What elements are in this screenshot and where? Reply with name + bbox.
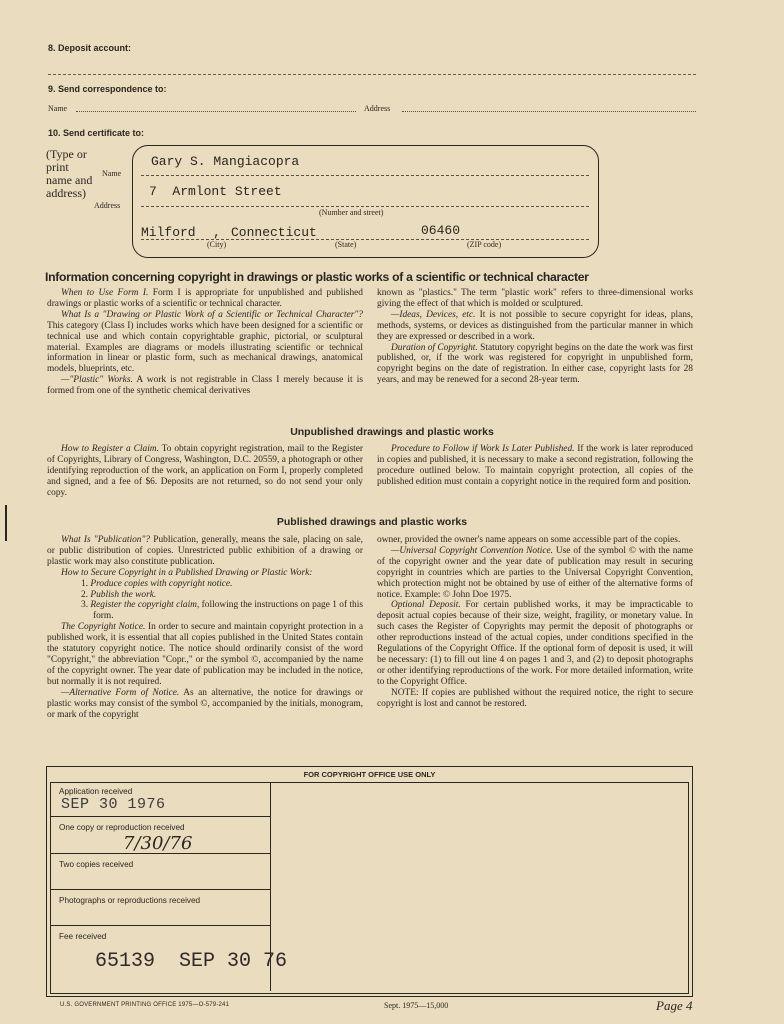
info-column-right — [377, 288, 693, 386]
divider — [48, 74, 696, 75]
application-received-label: Application received — [59, 787, 133, 796]
later-published-procedure: Procedure to Follow if Work Is Later Published. If the work is later reproduced in copies and published, it is necessary to make a second registration, following the procedure outlined below. To maintain copyright protection, all copies of the published edition must contain a copyright notice in the required form and position. — [377, 444, 693, 487]
info-heading: Information concerning copyright in drawings or plastic works of a scientific or technical character — [45, 270, 589, 284]
section-8-label: 8. Deposit account: — [48, 43, 132, 53]
print-date: Sept. 1975—15,000 — [384, 1001, 449, 1010]
fee-received-label: Fee received — [59, 932, 107, 941]
step-2: 2. Publish the work. — [81, 589, 157, 600]
optional-deposit: Optional Deposit. For certain published works, it may be impracticable to deposit actual copies because of their size, weight, fragility, or monetary value. In such cases the Register of Copyrights may permit the deposit of photographs or other reproductions instead of the actual copies, under conditions specified in the Regulations of the Copyright Office. If the optional form of deposit is used, it will be necessary: (1) to fill out line 4 on pages 1 and 3, and (2) to deposit photographs or other identifying reproductions of the work. For more detailed information, write to the Copyright Office. — [377, 600, 693, 687]
ucc-notice: —Universal Copyright Convention Notice. Use of the symbol © with the name of the copyright owner and the year date of publication may result in securing copyright in countries which are parties to the Universal Copyright Convention, which protection might not be obtained by use of either of the alternative forms of notice. Example: © John Doe 1975. — [377, 545, 693, 600]
section-10-label: 10. Send certificate to: — [48, 128, 145, 138]
cell-one-copy — [51, 817, 270, 854]
comma: , — [213, 225, 221, 240]
printing-office-line: U.S. GOVERNMENT PRINTING OFFICE 1975—O-579-241 — [60, 1002, 230, 1008]
unpublished-column-right — [377, 444, 693, 488]
type-or-print-note: (Type or print name and address) — [46, 147, 93, 200]
info-column-left — [47, 288, 363, 397]
cell-fee — [51, 926, 288, 991]
published-heading: Published drawings and plastic works — [276, 516, 468, 528]
two-copies-label: Two copies received — [59, 860, 134, 869]
cell-two-copies — [51, 854, 270, 890]
state-label: (State) — [335, 240, 357, 249]
certificate-name-value: Gary S. Mangiacopra — [151, 154, 300, 169]
office-use-box — [46, 766, 693, 997]
one-copy-handwritten-date: 7/30/76 — [123, 833, 193, 854]
certificate-state-value: Connecticut — [231, 225, 317, 240]
one-copy-label: One copy or reproduction received — [59, 823, 185, 832]
certificate-address-label: Address — [94, 201, 121, 210]
info-what-is: What Is a "Drawing or Plastic Work of a Scientific or Technical Character"? This category (Class I) includes works which have been designed for a scientific or technical use and which contain copyrightable graphic, pictorial, or sculptural material. Examples are diagrams or models illustrating scientific or technical information in linear or plastic form, such as mechanical drawings, anatomical models, blueprints, etc. — [47, 309, 363, 375]
unpublished-column-left — [47, 444, 363, 499]
name-line — [141, 175, 589, 176]
page-number: Page 4 — [656, 998, 693, 1013]
what-is-publication: What Is "Publication"? Publication, generally, means the sale, placing on sale, or public distribution of copies. Unrestricted public exhibition of a drawing or plastic work may also constitute publication. — [47, 535, 363, 567]
step-3: 3. Register the copyright claim, following the instructions on page 1 of this form. — [81, 600, 364, 622]
city-label: (City) — [207, 240, 227, 249]
info-when-to-use: When to Use Form I. Form I is appropriate for unpublished and published drawings or plastic works of a scientific or technical character. — [47, 288, 363, 309]
step-1: 1. Produce copies with copyright notice. — [81, 578, 233, 589]
certificate-address-box[interactable] — [132, 145, 599, 258]
correspondence-name-label: Name — [48, 104, 68, 113]
info-plastics-continued: known as "plastics." The term "plastic work" refers to three-dimensional works giving the effect of that which is molded or sculptured. — [377, 288, 693, 309]
how-to-register: How to Register a Claim. To obtain copyright registration, mail to the Register of Copyrights, Library of Congress, Washington, D.C. 20559, a photograph or other identifying reproduction of the work, an application on Form I, properly completed and signed, and a fee of $6. Deposits are not returned, so do not send your only copy. — [47, 444, 363, 498]
cell-application — [51, 783, 270, 817]
application-received-stamp: SEP 30 1976 — [61, 796, 166, 813]
cell-photographs — [51, 890, 270, 926]
certificate-street-value: 7 Armlont Street — [149, 184, 282, 199]
street-line — [141, 206, 589, 207]
correspondence-address-field[interactable] — [402, 111, 696, 112]
certificate-zip-value: 06460 — [421, 223, 461, 238]
number-street-label: (Number and street) — [319, 208, 384, 217]
correspondence-name-field[interactable] — [76, 111, 356, 112]
zip-label: (ZIP code) — [467, 240, 502, 249]
how-to-secure: How to Secure Copyright in a Published Drawing or Plastic Work: — [61, 567, 313, 578]
owner-continued: owner, provided the owner's name appears on some accessible part of the copies. — [377, 535, 681, 545]
fee-received-stamp: 65139 SEP 30 76 — [95, 950, 288, 973]
section-9-label: 9. Send correspondence to: — [48, 84, 167, 94]
binding-mark — [5, 505, 7, 541]
certificate-name-label: Name — [102, 169, 122, 178]
info-duration: Duration of Copyright. Statutory copyright begins on the date the work was first published, or, if the work was registered for copyright in unpublished form, copyright begins on the date of registration. In either case, copyright lasts for 28 years, and may be renewed for a second 28-year term. — [377, 342, 693, 386]
copyright-notice: The Copyright Notice. In order to secure and maintain copyright protection in a published work, it is essential that all copies published in the United States contain the statutory copyright notice. The notice should ordinarily consist of the word "Copyright," the abbreviation "Copr.," or the symbol ©, accompanied by the name of the copyright owner. The year date of publication may be included in the notice, but normally it is not required. — [47, 622, 363, 687]
note: NOTE: If copies are published without the required notice, the right to secure copyright is lost and cannot be restored. — [377, 687, 693, 709]
published-column-right — [377, 535, 693, 710]
alternative-notice: —Alternative Form of Notice. As an alternative, the notice for drawings or plastic works may consist of the symbol ©, accompanied by the initials, monogram, or mark of the copyright — [47, 687, 363, 720]
correspondence-address-label: Address — [364, 104, 391, 113]
photographs-label: Photographs or reproductions received — [59, 896, 201, 905]
info-ideas-devices: —Ideas, Devices, etc. It is not possible to secure copyright for ideas, plans, methods, systems, or devices as distinguished from the particular manner in which they are expressed or described in a work. — [377, 309, 693, 342]
published-column-left — [47, 535, 363, 720]
office-use-title: FOR COPYRIGHT OFFICE USE ONLY — [303, 770, 436, 779]
info-plastic-works: —"Plastic" Works. A work is not registrable in Class I merely because it is formed from one of the synthetic chemical derivatives — [47, 375, 363, 397]
unpublished-heading: Unpublished drawings and plastic works — [290, 426, 494, 438]
certificate-city-value: Milford — [141, 225, 196, 240]
